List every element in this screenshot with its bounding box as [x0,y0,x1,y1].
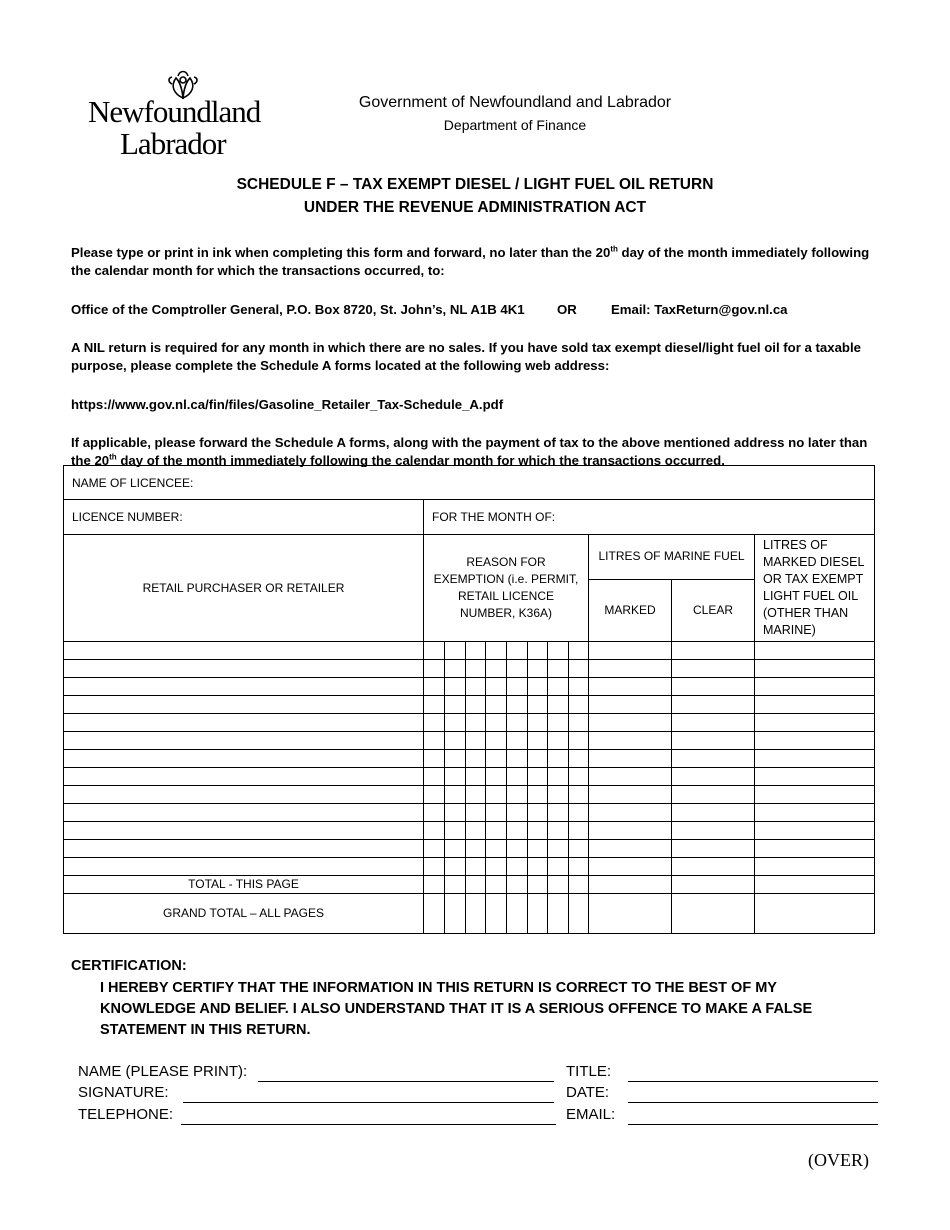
reason-char-cell[interactable] [569,768,589,786]
clear-cell[interactable] [672,786,755,804]
litres-other-cell[interactable] [755,804,875,822]
entry-row [64,822,875,840]
reason-char-cell[interactable] [548,750,569,768]
reason-char-cell[interactable] [424,750,445,768]
grand-total-cell[interactable] [569,894,589,934]
marked-cell[interactable] [589,696,672,714]
entry-row [64,732,875,750]
name-of-licencee-field[interactable]: NAME OF LICENCEE: [64,466,875,500]
grand-total-cell[interactable] [486,894,507,934]
col-header-marked: MARKED [589,579,672,641]
total-cell[interactable] [528,876,548,894]
reason-char-cell[interactable] [486,750,507,768]
litres-other-cell[interactable] [755,714,875,732]
entry-row [64,840,875,858]
reason-char-cell[interactable] [507,822,528,840]
clear-cell[interactable] [672,804,755,822]
litres-other-cell[interactable] [755,786,875,804]
reason-char-cell[interactable] [548,660,569,678]
reason-char-cell[interactable] [548,786,569,804]
reason-char-cell[interactable] [507,696,528,714]
grand-total-cell[interactable] [548,894,569,934]
date-line[interactable] [628,1102,878,1103]
reason-char-cell[interactable] [486,714,507,732]
litres-other-cell[interactable] [755,642,875,660]
for-month-field[interactable]: FOR THE MONTH OF: [424,500,875,535]
office-address: Office of the Comptroller General, P.O. Box 8720, St. John’s, NL A1B 4K1 [71,302,525,317]
reason-char-cell[interactable] [424,858,445,876]
reason-char-cell[interactable] [486,732,507,750]
reason-char-cell[interactable] [528,840,548,858]
reason-char-cell[interactable] [528,858,548,876]
purchaser-cell[interactable] [64,804,424,822]
reason-char-cell[interactable] [528,804,548,822]
reason-char-cell[interactable] [507,786,528,804]
entry-row [64,678,875,696]
department-name: Department of Finance [443,117,587,133]
purchaser-cell[interactable] [64,858,424,876]
reason-char-cell[interactable] [424,768,445,786]
litres-other-cell[interactable] [755,768,875,786]
reason-char-cell[interactable] [445,660,466,678]
grand-total-cell[interactable] [424,894,445,934]
clear-cell[interactable] [672,714,755,732]
reason-char-cell[interactable] [424,678,445,696]
reason-char-cell[interactable] [466,696,486,714]
reason-char-cell[interactable] [569,750,589,768]
purchaser-cell[interactable] [64,822,424,840]
clear-cell[interactable] [672,678,755,696]
total-cell[interactable] [548,876,569,894]
reason-char-cell[interactable] [507,714,528,732]
total-cell[interactable] [507,876,528,894]
total-cell[interactable] [466,876,486,894]
reason-char-cell[interactable] [445,678,466,696]
purchaser-cell[interactable] [64,678,424,696]
reason-char-cell[interactable] [445,750,466,768]
total-other-cell[interactable] [755,876,875,894]
clear-cell[interactable] [672,840,755,858]
entry-row [64,642,875,660]
reason-char-cell[interactable] [445,804,466,822]
reason-char-cell[interactable] [445,696,466,714]
litres-other-cell[interactable] [755,750,875,768]
reason-char-cell[interactable] [569,822,589,840]
purchaser-cell[interactable] [64,786,424,804]
reason-char-cell[interactable] [445,840,466,858]
nil-return-paragraph: A NIL return is required for any month in which there are no sales. If you have sold tax exempt diesel/light fuel oil for a taxable purpose, please complete the Schedule A forms located at the following web address: [71,340,861,373]
reason-char-cell[interactable] [528,642,548,660]
reason-char-cell[interactable] [486,786,507,804]
schedule-a-url[interactable]: https://www.gov.nl.ca/fin/files/Gasoline_Retailer_Tax-Schedule_A.pdf [71,397,504,412]
reason-char-cell[interactable] [548,732,569,750]
reason-char-cell[interactable] [424,696,445,714]
name-print-label: NAME (PLEASE PRINT): [78,1063,248,1080]
grand-total-marked-cell[interactable] [589,894,672,934]
email-label: EMAIL: [566,1106,616,1123]
total-cell[interactable] [424,876,445,894]
reason-char-cell[interactable] [466,804,486,822]
reason-char-cell[interactable] [548,678,569,696]
reason-char-cell[interactable] [486,804,507,822]
purchaser-cell[interactable] [64,750,424,768]
marked-cell[interactable] [589,714,672,732]
grand-total-clear-cell[interactable] [672,894,755,934]
reason-char-cell[interactable] [466,714,486,732]
government-name: Government of Newfoundland and Labrador [358,94,672,111]
over-note: (OVER) [808,1150,869,1170]
name-print-line[interactable] [258,1081,554,1082]
grand-total-label: GRAND TOTAL – ALL PAGES [64,894,424,934]
reason-char-cell[interactable] [528,822,548,840]
reason-char-cell[interactable] [466,732,486,750]
purchaser-cell[interactable] [64,714,424,732]
purchaser-cell[interactable] [64,642,424,660]
reason-char-cell[interactable] [486,822,507,840]
certification-statement: I HEREBY CERTIFY THAT THE INFORMATION IN THIS RETURN IS CORRECT TO THE BEST OF MY KNOWLEDGE AND BELIEF. I ALSO UNDERSTAND THAT IT IS A SERIOUS OFFENCE TO MAKE A FALSE STATEMENT IN THIS RETURN. [100,980,813,1038]
logo-labrador: Labrador [120,126,226,161]
reason-char-cell[interactable] [486,642,507,660]
purchaser-cell[interactable] [64,660,424,678]
reason-char-cell[interactable] [569,678,589,696]
marked-cell[interactable] [589,732,672,750]
reason-char-cell[interactable] [466,750,486,768]
grand-total-cell[interactable] [466,894,486,934]
total-cell[interactable] [445,876,466,894]
reason-char-cell[interactable] [548,840,569,858]
reason-char-cell[interactable] [466,786,486,804]
marked-cell[interactable] [589,804,672,822]
total-cell[interactable] [486,876,507,894]
reason-char-cell[interactable] [445,768,466,786]
reason-char-cell[interactable] [569,732,589,750]
total-marked-cell[interactable] [589,876,672,894]
entry-row [64,804,875,822]
marked-cell[interactable] [589,768,672,786]
telephone-label: TELEPHONE: [78,1106,174,1123]
telephone-line[interactable] [181,1124,556,1125]
reason-char-cell[interactable] [528,732,548,750]
clear-cell[interactable] [672,660,755,678]
return-email: Email: TaxReturn@gov.nl.ca [611,302,788,317]
reason-char-cell[interactable] [507,840,528,858]
col-header-purchaser: RETAIL PURCHASER OR RETAILER [64,535,424,642]
total-this-page-label: TOTAL - THIS PAGE [64,876,424,894]
return-form-table [63,465,875,934]
litres-other-cell[interactable] [755,840,875,858]
signature-label: SIGNATURE: [78,1084,169,1101]
reason-char-cell[interactable] [507,768,528,786]
marked-cell[interactable] [589,678,672,696]
reason-char-cell[interactable] [507,660,528,678]
reason-char-cell[interactable] [445,822,466,840]
reason-char-cell[interactable] [424,732,445,750]
entry-row [64,660,875,678]
instructions-paragraph-1: Please type or print in ink when completing this form and forward, no later than the 20th day of the month immediately following the calendar month for which the transactions occurred, to: [71,244,870,278]
reason-char-cell[interactable] [424,804,445,822]
reason-char-cell[interactable] [528,660,548,678]
purchaser-cell[interactable] [64,768,424,786]
total-cell[interactable] [569,876,589,894]
reason-char-cell[interactable] [445,714,466,732]
entry-row [64,858,875,876]
reason-char-cell[interactable] [466,642,486,660]
title-label: TITLE: [566,1063,612,1080]
entry-row [64,768,875,786]
clear-cell[interactable] [672,750,755,768]
reason-char-cell[interactable] [569,696,589,714]
reason-char-cell[interactable] [569,642,589,660]
reason-char-cell[interactable] [507,750,528,768]
entry-rows [64,642,875,876]
litres-other-cell[interactable] [755,660,875,678]
entry-row [64,696,875,714]
clear-cell[interactable] [672,768,755,786]
reason-char-cell[interactable] [445,732,466,750]
reason-char-cell[interactable] [466,822,486,840]
form-title-line1: SCHEDULE F – TAX EXEMPT DIESEL / LIGHT FUEL OIL RETURN [236,176,714,193]
reason-char-cell[interactable] [466,660,486,678]
clear-cell[interactable] [672,822,755,840]
date-label: DATE: [566,1084,610,1101]
or-label: OR [557,302,577,317]
reason-char-cell[interactable] [486,768,507,786]
reason-char-cell[interactable] [424,642,445,660]
reason-char-cell[interactable] [548,858,569,876]
reason-char-cell[interactable] [424,840,445,858]
litres-other-cell[interactable] [755,678,875,696]
grand-total-cell[interactable] [445,894,466,934]
clear-cell[interactable] [672,642,755,660]
marked-cell[interactable] [589,660,672,678]
reason-char-cell[interactable] [507,642,528,660]
reason-char-cell[interactable] [424,822,445,840]
reason-char-cell[interactable] [548,642,569,660]
grand-total-cell[interactable] [528,894,548,934]
total-clear-cell[interactable] [672,876,755,894]
reason-char-cell[interactable] [548,696,569,714]
reason-char-cell[interactable] [445,642,466,660]
signature-line[interactable] [183,1102,554,1103]
col-header-clear: CLEAR [672,579,755,641]
reason-char-cell[interactable] [548,714,569,732]
reason-char-cell[interactable] [548,822,569,840]
reason-char-cell[interactable] [445,786,466,804]
reason-char-cell[interactable] [424,714,445,732]
entry-row [64,750,875,768]
marked-cell[interactable] [589,642,672,660]
reason-char-cell[interactable] [486,678,507,696]
reason-char-cell[interactable] [528,678,548,696]
purchaser-cell[interactable] [64,696,424,714]
reason-char-cell[interactable] [486,858,507,876]
instructions-paragraph-3: If applicable, please forward the Schedule A forms, along with the payment of tax to the above mentioned address no later than the 20th day of the month immediately following the calendar month for which the transactions occurred. [71,435,868,467]
marked-cell[interactable] [589,840,672,858]
logo-newfoundland: Newfoundland [88,94,261,129]
marked-cell[interactable] [589,858,672,876]
reason-char-cell[interactable] [528,768,548,786]
grand-total-cell[interactable] [507,894,528,934]
reason-char-cell[interactable] [548,804,569,822]
litres-other-cell[interactable] [755,732,875,750]
reason-char-cell[interactable] [569,840,589,858]
clear-cell[interactable] [672,732,755,750]
marked-cell[interactable] [589,750,672,768]
reason-char-cell[interactable] [466,678,486,696]
reason-char-cell[interactable] [424,660,445,678]
purchaser-cell[interactable] [64,840,424,858]
marked-cell[interactable] [589,786,672,804]
reason-char-cell[interactable] [569,804,589,822]
litres-other-cell[interactable] [755,822,875,840]
reason-char-cell[interactable] [507,804,528,822]
entry-row [64,714,875,732]
reason-char-cell[interactable] [507,858,528,876]
form-title-line2: UNDER THE REVENUE ADMINISTRATION ACT [303,199,647,216]
reason-char-cell[interactable] [548,768,569,786]
clear-cell[interactable] [672,858,755,876]
reason-char-cell[interactable] [445,858,466,876]
reason-char-cell[interactable] [466,768,486,786]
reason-char-cell[interactable] [424,786,445,804]
col-header-reason: REASON FOR EXEMPTION (i.e. PERMIT, RETAIL LICENCE NUMBER, K36A) [424,535,589,642]
title-line[interactable] [628,1081,878,1082]
reason-char-cell[interactable] [528,696,548,714]
marked-cell[interactable] [589,822,672,840]
reason-char-cell[interactable] [569,858,589,876]
reason-char-cell[interactable] [569,786,589,804]
reason-char-cell[interactable] [466,840,486,858]
reason-char-cell[interactable] [507,678,528,696]
reason-char-cell[interactable] [486,696,507,714]
reason-char-cell[interactable] [528,750,548,768]
reason-char-cell[interactable] [528,786,548,804]
reason-char-cell[interactable] [486,660,507,678]
clear-cell[interactable] [672,696,755,714]
col-header-marine: LITRES OF MARINE FUEL [589,535,755,580]
grand-total-other-cell[interactable] [755,894,875,934]
email-line[interactable] [628,1124,878,1125]
reason-char-cell[interactable] [507,732,528,750]
reason-char-cell[interactable] [466,858,486,876]
entry-row [64,786,875,804]
reason-char-cell[interactable] [569,714,589,732]
col-header-litres-other: LITRES OF MARKED DIESEL OR TAX EXEMPT LIGHT FUEL OIL (OTHER THAN MARINE) [755,535,875,642]
litres-other-cell[interactable] [755,696,875,714]
litres-other-cell[interactable] [755,858,875,876]
purchaser-cell[interactable] [64,732,424,750]
reason-char-cell[interactable] [486,840,507,858]
reason-char-cell[interactable] [569,660,589,678]
certification-heading: CERTIFICATION: [71,958,187,974]
licence-number-field[interactable]: LICENCE NUMBER: [64,500,424,535]
reason-char-cell[interactable] [528,714,548,732]
